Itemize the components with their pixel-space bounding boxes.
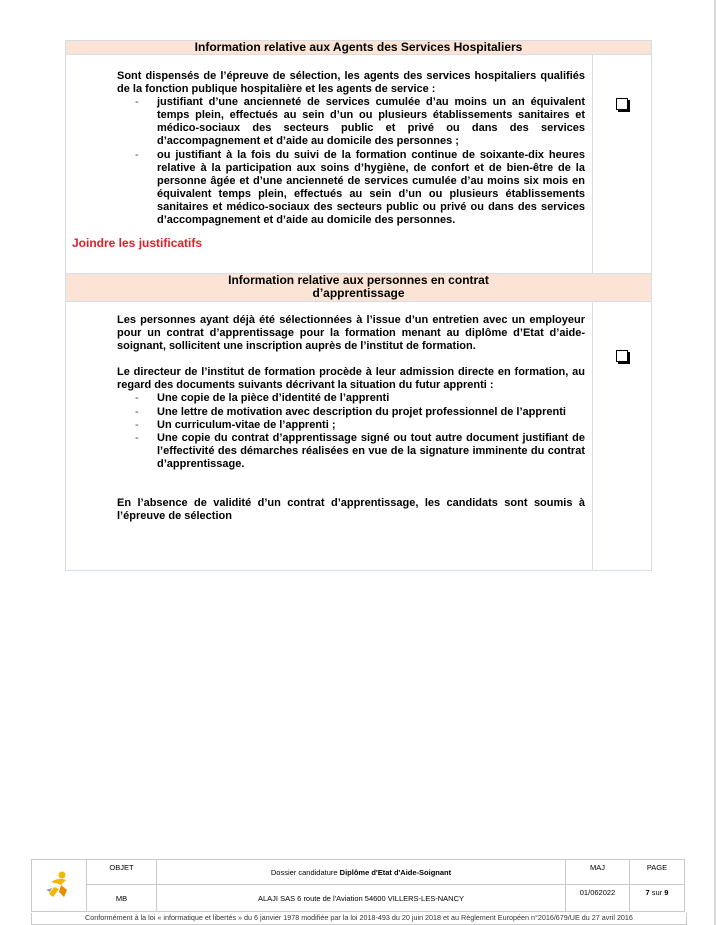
logo-icon bbox=[42, 870, 76, 900]
section2-item-2: - Une lettre de motivation avec description du projet professionnel de l’apprenti bbox=[157, 406, 585, 419]
footer-page-label: PAGE bbox=[630, 860, 685, 885]
section2-item-3: - Un curriculum-vitae de l’apprenti ; bbox=[157, 419, 585, 432]
footer-objet-prefix: Dossier candidature bbox=[270, 867, 340, 877]
section2-para1: Les personnes ayant déjà été sélectionnées à l’issue d’un entretien avec un employeur pour un contrat d’apprentissage pour la formation menant au diplôme d’Etat d’aide-soignant, sollicitent une inscription auprès de l’institut de formation. bbox=[117, 314, 585, 353]
footer-page-num: 7 bbox=[645, 888, 650, 897]
section2-para3: En l’absence de validité d’un contrat d’apprentissage, les candidats sont soumis à l’épreuve de sélection bbox=[117, 497, 585, 523]
section2-para2: Le directeur de l’institut de formation procède à leur admission directe en formation, au regard des documents suivants décrivant la situation du futur apprenti : bbox=[117, 366, 585, 392]
section1-checkbox[interactable] bbox=[616, 98, 628, 110]
section2-list bbox=[66, 392, 592, 471]
section1-content bbox=[66, 55, 593, 274]
footer-page-total: 9 bbox=[664, 888, 669, 897]
footer-table bbox=[31, 859, 685, 912]
section1-header bbox=[66, 41, 652, 55]
footer-logo-cell bbox=[32, 860, 87, 912]
section2-header-line1: Information relative aux personnes en contrat bbox=[228, 273, 489, 287]
section1-intro: Sont dispensés de l’épreuve de sélection, les agents des services hospitaliers qualifiés de la fonction publique hospitalière et les agents de service : bbox=[117, 70, 585, 96]
footer-page-sur: sur bbox=[649, 888, 665, 897]
section2-content bbox=[66, 302, 593, 571]
footer-mb: MB bbox=[87, 885, 157, 912]
footer-objet-cell bbox=[157, 860, 566, 885]
section2-checkbox-cell bbox=[593, 302, 652, 571]
section1-list bbox=[66, 96, 592, 227]
section2-checkbox[interactable] bbox=[616, 350, 628, 362]
section2-header-line2: d’apprentissage bbox=[312, 286, 405, 300]
section1-item-2: - ou justifiant à la fois du suivi de la formation continue de soixante-dix heures relative à la participation aux soins d’hygiène, de confort et de bien-être de la personne âgée et d’une ancienneté de services cumulée d’au moins six mois en équivalent temps plein, effectués au sein d’un ou plusieurs établissements sanitaires et médico-sociaux des secteurs public ou privé ou dans des services d’accompagnement et d’aide au domicile des personnes. bbox=[157, 149, 585, 228]
section2-item-4: - Une copie du contrat d’apprentissage signé ou tout autre document justifiant de l’effectivité des démarches réalisées en vue de la signature imminente du contrat d’apprentissage. bbox=[157, 432, 585, 471]
footer-objet-title: Diplôme d'Etat d'Aide-Soignant bbox=[339, 867, 452, 877]
legal-notice: Conformément à la loi « informatique et libertés » du 6 janvier 1978 modifiée par la loi 2018-493 du 20 juin 2018 et au Règlement Européen n°2016/679/UE du 27 avril 2016 bbox=[31, 913, 687, 925]
section1-header-text: Information relative aux Agents des Services Hospitaliers bbox=[194, 40, 523, 54]
footer-date: 01/062022 bbox=[566, 885, 630, 912]
justificatifs-note: Joindre les justificatifs bbox=[72, 236, 203, 251]
footer-address: ALAJI SAS 6 route de l'Aviation 54600 VILLERS-LES-NANCY bbox=[157, 885, 566, 912]
form-table bbox=[65, 40, 652, 571]
section2-item-1: - Une copie de la pièce d’identité de l’apprenti bbox=[157, 392, 585, 405]
section2-header bbox=[66, 274, 652, 302]
section1-checkbox-cell bbox=[593, 55, 652, 274]
footer-objet-label: OBJET bbox=[87, 860, 157, 885]
footer-page-number bbox=[630, 885, 685, 912]
section1-item-1: - justifiant d’une ancienneté de services cumulée d’au moins un an équivalent temps plein, effectués au sein d’un ou plusieurs établissements sanitaires et médico-sociaux des secteurs public et privé ou dans des services d’accompagnement et d’aide au domicile des personnes ; bbox=[157, 96, 585, 148]
footer-maj-label: MAJ bbox=[566, 860, 630, 885]
